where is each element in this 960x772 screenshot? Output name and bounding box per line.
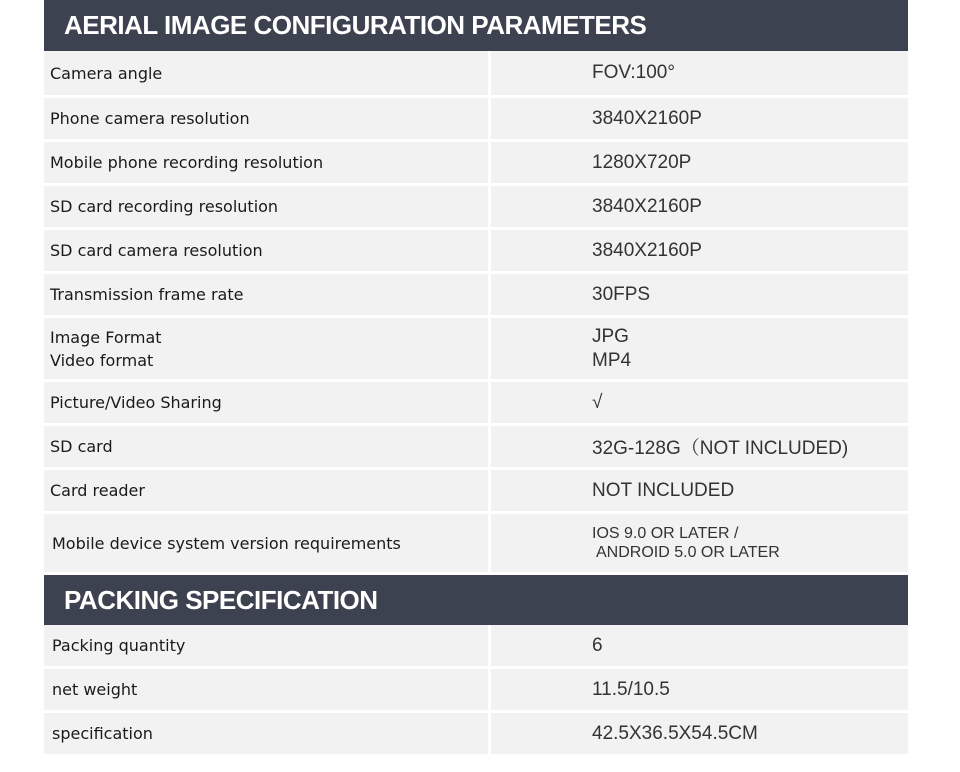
table-row bbox=[44, 514, 908, 575]
row-label: SD card recording resolution bbox=[44, 186, 488, 227]
row-value bbox=[491, 318, 908, 379]
table-row bbox=[44, 186, 908, 230]
row-label-line: Image Format bbox=[50, 327, 162, 347]
row-value: 6 bbox=[491, 625, 908, 666]
row-label: SD card camera resolution bbox=[44, 230, 488, 271]
table-row bbox=[44, 142, 908, 186]
table-row bbox=[44, 51, 908, 98]
spec-sheet bbox=[44, 0, 908, 757]
row-value: 1280X720P bbox=[491, 142, 908, 183]
row-label: SD card bbox=[44, 426, 488, 467]
row-value: 42.5X36.5X54.5CM bbox=[491, 713, 908, 754]
row-value: NOT INCLUDED bbox=[491, 470, 908, 511]
row-label: Picture/Video Sharing bbox=[44, 382, 488, 423]
row-label: Card reader bbox=[44, 470, 488, 511]
row-label: Phone camera resolution bbox=[44, 98, 488, 139]
row-value: FOV:100° bbox=[491, 51, 908, 95]
table-row bbox=[44, 382, 908, 426]
row-value: √ bbox=[491, 382, 908, 423]
row-value: 30FPS bbox=[491, 274, 908, 315]
row-value: 32G-128G（NOT INCLUDED) bbox=[491, 426, 908, 467]
row-label: Transmission frame rate bbox=[44, 274, 488, 315]
row-value: 3840X2160P bbox=[491, 98, 908, 139]
table-row bbox=[44, 669, 908, 713]
table-row bbox=[44, 230, 908, 274]
row-value: 11.5/10.5 bbox=[491, 669, 908, 710]
row-value-line: MP4 bbox=[592, 349, 632, 371]
row-value bbox=[491, 514, 908, 572]
row-label: Mobile device system version requirements bbox=[44, 514, 488, 572]
table-row bbox=[44, 470, 908, 514]
section-title-packing: PACKING SPECIFICATION bbox=[44, 575, 908, 625]
row-value-line: ANDROID 5.0 OR LATER bbox=[596, 543, 780, 561]
row-value-line: JPG bbox=[592, 325, 629, 347]
table-row bbox=[44, 625, 908, 669]
table-row bbox=[44, 274, 908, 318]
row-value-line: IOS 9.0 OR LATER / bbox=[592, 524, 739, 542]
table-row bbox=[44, 426, 908, 470]
row-label: Packing quantity bbox=[44, 625, 488, 666]
table-row bbox=[44, 98, 908, 142]
row-label: Camera angle bbox=[44, 51, 488, 95]
row-value: 3840X2160P bbox=[491, 186, 908, 227]
table-row bbox=[44, 318, 908, 382]
row-label: Mobile phone recording resolution bbox=[44, 142, 488, 183]
row-label: specification bbox=[44, 713, 488, 754]
table-row bbox=[44, 713, 908, 757]
row-label bbox=[44, 318, 488, 379]
section-title-configuration: AERIAL IMAGE CONFIGURATION PARAMETERS bbox=[44, 0, 908, 51]
row-value: 3840X2160P bbox=[491, 230, 908, 271]
row-label: net weight bbox=[44, 669, 488, 710]
row-label-line: Video format bbox=[50, 350, 154, 370]
